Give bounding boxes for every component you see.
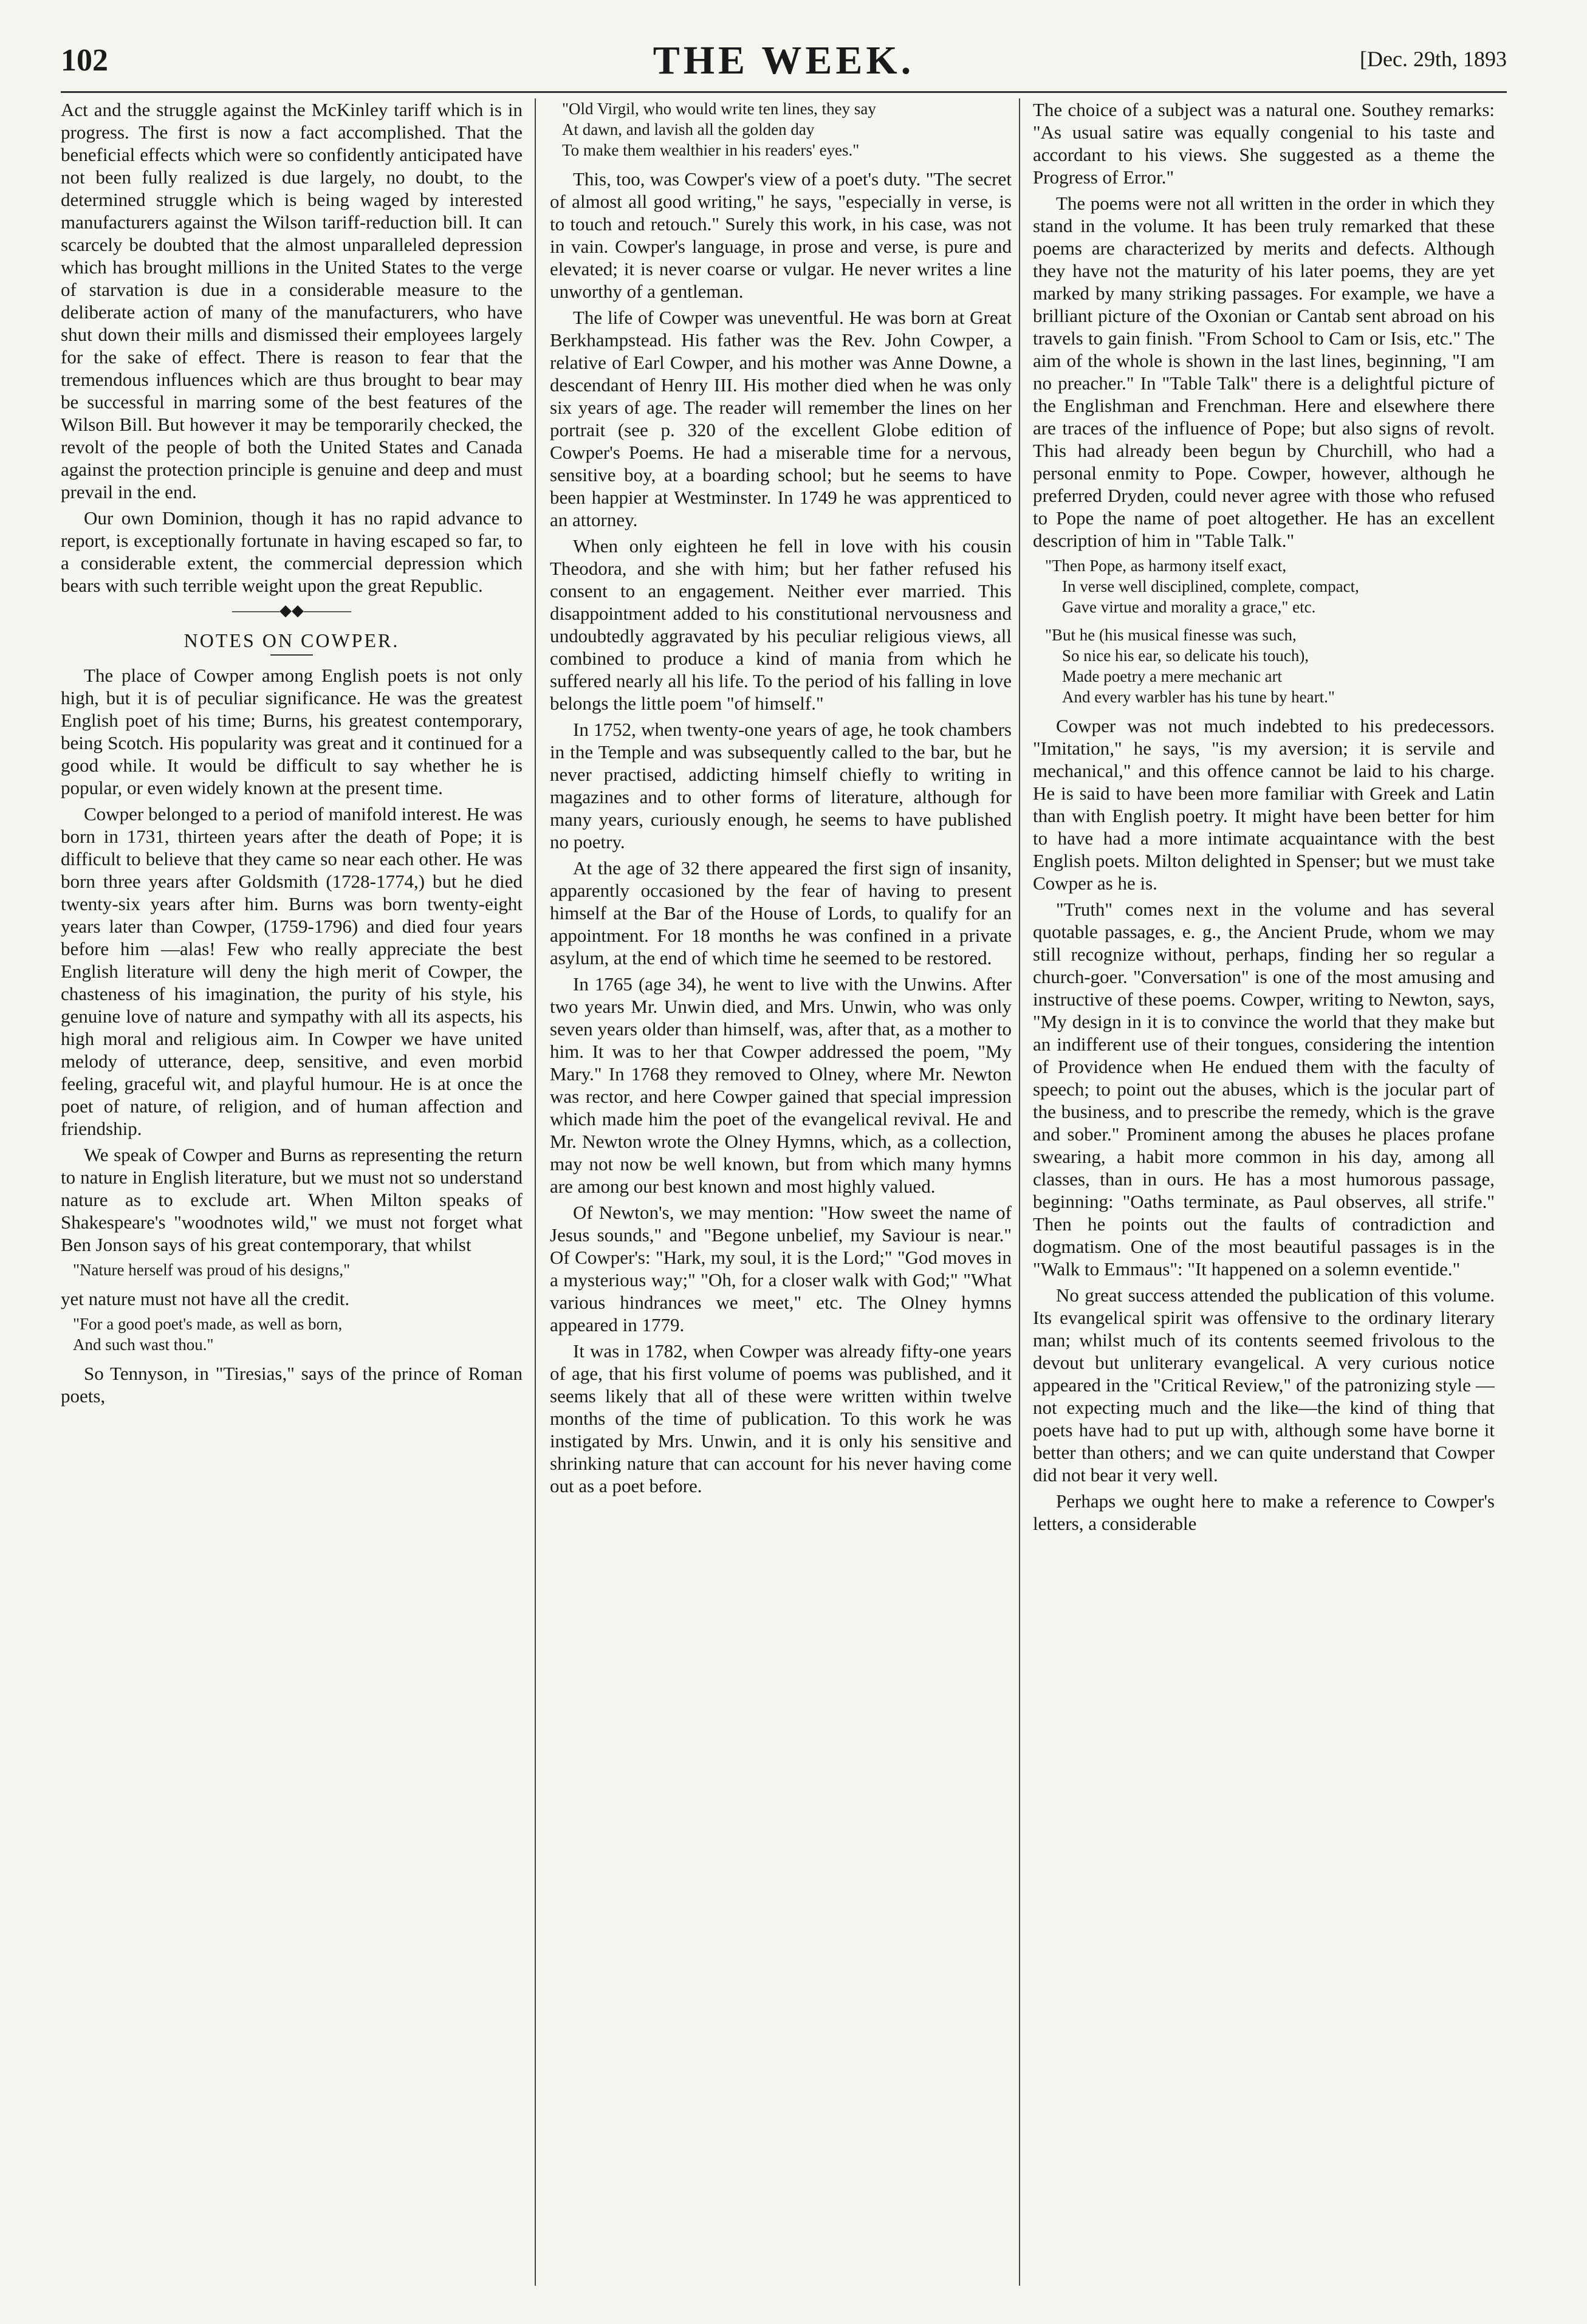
paragraph: The life of Cowper was uneventful. He was born at Great Berkhampstead. His father was the Rev. John Cowper, a relative of Earl Cowper, and his mother was Anne Downe, a descendant of Henry III. His mother died when he was only six years of age. The reader will remember the lines on her portrait (see p. 320 of the excellent Globe edition of Cowper's Poems. He had a miserable time for a nervous, sensitive boy, at a boarding school; but he seems to have been happier at Westminster. In 1749 he was apprenticed to an attorney. [550,307,1012,530]
quote-line: In verse well disciplined, complete, compact, [1062,577,1359,595]
quote-line: Gave virtue and morality a grace," etc. [1062,598,1316,616]
quote-line: "For a good poet's made, as well as born, [73,1315,343,1333]
quote-line: To make them wealthier in his readers' eyes." [562,141,860,159]
paragraph: Cowper was not much indebted to his predecessors. "Imitation," he says, "is my aversion; it is servile and mechanical," and this offence cannot be laid to his charge. He is said to have been more familiar with Greek and Latin than with English poetry. It might have been better for him to have had a more intimate acquaintance with the best English poets. Milton delighted in Spenser; but we must take Cowper as he is. [1033,715,1495,894]
column-divider [535,98,536,2286]
article-title: NOTES ON COWPER. [183,629,400,651]
page-header [61,38,1507,86]
paragraph: So Tennyson, in "Tiresias," says of the prince of Roman poets, [61,1363,523,1407]
paragraph: Act and the struggle against the McKinley tariff which is in progress. The first is now a fact accomplished. That the beneficial effects which were so confidently anticipated have not been fully realized is due largely, no doubt, to the determined struggle which is being waged by interested manufacturers against the Wilson tariff-reduction bill. It can scarcely be doubted that the almost unparalleled depression which has brought millions in the United States to the verge of starvation is due in a considerable measure to the deliberate action of many of the manufacturers, who have shut down their mills and dismissed their employees largely for the sake of effect. There is reason to fear that the tremendous influences which are thus brought to bear may be successful in marring some of the best features of the Wilson Bill. But however it may be temporarily checked, the revolt of the people of both the United States and Canada against the protection principle is genuine and deep and must prevail in the end. [61,99,523,502]
quotation [562,98,1012,160]
quotation [73,1260,523,1280]
column-1 [61,98,523,2298]
paragraph: Of Newton's, we may mention: "How sweet the name of Jesus sounds," and "Begone unbelief, my Saviour is near." Of Cowper's: "Hark, my soul, it is the Lord;" "God moves in a mysterious way;" "Oh, for a closer walk with God;" "What various hindrances we meet," etc. The Olney hymns appeared in 1779. [550,1202,1012,1335]
paragraph: In 1752, when twenty-one years of age, he took chambers in the Temple and was subsequently called to the bar, but he never practised, addicting himself chiefly to writing in magazines and to other forms of literature, although for many years, curiously enough, he seems to have published no poetry. [550,719,1012,852]
paragraph: In 1765 (age 34), he went to live with the Unwins. After two years Mr. Unwin died, and Mrs. Unwin, who was only seven years older than himself, was, after that, as a mother to him. It was to her that Cowper addressed the poem, "My Mary." In 1768 they removed to Olney, where Mr. Newton was rector, and here Cowper gained that special impression which made him the poet of the evangelical revival. He and Mr. Newton wrote the Olney Hymns, which, as a collection, may not now be well known, but from which many hymns are among our best known and most highly valued. [550,973,1012,1197]
quote-line: So nice his ear, so delicate his touch), [1062,646,1309,665]
title-rule [270,654,313,656]
paragraph: yet nature must not have all the credit. [61,1288,350,1309]
page-number: 102 [61,43,108,78]
quotation [1045,625,1495,707]
paragraph: Cowper belonged to a period of manifold interest. He was born in 1731, thirteen years after the death of Pope; it is difficult to believe that they came so near each other. He was born three years after Goldsmith (1728-1774,) but he died twenty-six years after him. Burns was born twenty-eight years later than Cowper, (1759-1796) and died four years before him —alas! Few who really appreciate the best English literature will deny the high merit of Cowper, the chasteness of his imagination, the purity of his style, his genuine love of nature and sympathy with all its aspects, his high moral and religious aim. In Cowper we have united melody of utterance, deep, sensitive, and even morbid feeling, graceful wit, and playful humour. He is at once the poet of nature, of religion, and of human affection and friendship. [61,803,523,1139]
header-rule [61,91,1507,93]
paragraph: No great success attended the publication of this volume. Its evangelical spirit was offensive to the ordinary literary man; whilst much of its contents seemed frivolous to the devout but unliterary evangelical. A very curious notice appeared in the "Critical Review," of the patronizing style —not expecting much and the like—the kind of thing that poets have had to put up with, although some have borne it better than others; and we can quite understand that Cowper did not bear it very well. [1033,1284,1495,1486]
quote-line: "But he (his musical finesse was such, [1045,626,1297,644]
quote-line: Made poetry a mere mechanic art [1062,667,1283,685]
issue-date: [Dec. 29th, 1893 [1360,47,1507,71]
section-ornament: ———◆◆——— [232,602,351,619]
paragraph: When only eighteen he fell in love with his cousin Theodora, and she with him; but her father refused his consent to an engagement. Neither ever married. This disappointment added to his constitutional nervousness and undoubtedly aggravated by his peculiar religious views, all combined to produce a kind of mania from which he suffered nearly all his life. To the period of his falling in love belongs the little poem "of himself." [550,535,1012,714]
quote-line: And such wast thou." [73,1335,214,1354]
paragraph: "Truth" comes next in the volume and has several quotable passages, e. g., the Ancient Prude, whom we may still recognize without, perhaps, finding her so regular a church-goer. "Conversation" is one of the most amusing and instructive of these poems. Cowper, writing to Newton, says, "My design in it is to convince the world that they make but an indifferent use of their tongues, considering the intention of Providence when He endued them with the faculty of speech; to point out the abuses, which is the jocular part of the business, and to prescribe the remedy, which is the grave and sober." Prominent among the abuses he places profane swearing, a habit more common in his day, among all classes, than in ours. He has a most humorous passage, beginning: "Oaths terminate, as Paul observes, all strife." Then he points out the faults of contradiction and dogmatism. One of the most beautiful passages is in the "Walk to Emmaus": "It happened on a solemn eventide." [1033,899,1495,1280]
quotation [1045,555,1495,617]
quotation [73,1314,523,1355]
quote-line: At dawn, and lavish all the golden day [562,120,815,139]
paragraph: We speak of Cowper and Burns as representing the return to nature in English literature, but we must not so understand nature as to exclude art. When Milton speaks of Shakespeare's "woodnotes wild," we must not forget what Ben Jonson says of his great contemporary, that whilst [61,1144,523,1255]
paragraph: Perhaps we ought here to make a reference to Cowper's letters, a considerable [1033,1490,1495,1534]
column-3 [1033,98,1495,2298]
paragraph: At the age of 32 there appeared the first sign of insanity, apparently occasioned by the fear of having to present himself at the Bar of the House of Lords, to qualify for an appointment. For 18 months he was confined in a private asylum, at the end of which time he seemed to be restored. [550,857,1012,968]
masthead-title: THE WEEK. [653,38,915,83]
paragraph: Our own Dominion, though it has no rapid advance to report, is exceptionally fortunate in having escaped so far, to a considerable extent, the commercial depression which bears with such terrible weight upon the great Republic. [61,507,523,596]
quote-line: "Nature herself was proud of his designs," [73,1261,351,1279]
quote-line: And every warbler has his tune by heart." [1062,688,1335,706]
paragraph: This, too, was Cowper's view of a poet's duty. "The secret of almost all good writing," he says, "especially in verse, is to touch and retouch." Surely this work, in his case, was not in vain. Cowper's language, in prose and verse, is pure and elevated; it is never coarse or vulgar. He never writes a line unworthy of a gentleman. [550,168,1012,302]
paragraph: The poems were not all written in the order in which they stand in the volume. It has been truly remarked that these poems are characterized by merits and defects. Although they have not the maturity of his later poems, they are yet marked by many striking passages. For example, we have a brilliant picture of the Oxonian or Cantab sent abroad on his travels to gain finish. "From School to Cam or Isis, etc." The aim of the whole is shown in the last lines, beginning, "I am no preacher." In "Table Talk" there is a delightful picture of the Englishman and Frenchman. Here and elsewhere there are traces of the influence of Pope; but also signs of revolt. This had already been begun by Churchill, who had a personal enmity to Pope. Cowper, however, although he preferred Dryden, could never agree with those who refused to Pope the name of poet altogether. He has an excellent description of him in "Table Talk." [1033,193,1495,551]
column-2 [550,98,1012,2298]
paragraph: It was in 1782, when Cowper was already fifty-one years of age, that his first volume of poems was published, and it seems likely that all of these were written within twelve months of the time of publication. To this work he was instigated by Mrs. Unwin, and it is only his sensitive and shrinking nature that can account for his never having come out as a poet before. [550,1340,1012,1496]
paragraph: The choice of a subject was a natural one. Southey remarks: "As usual satire was equally congenial to his taste and accordant to his views. She suggested as a theme the Progress of Error." [1033,99,1495,188]
column-divider [1019,98,1020,2286]
quote-line: "Then Pope, as harmony itself exact, [1045,557,1287,575]
quote-line: "Old Virgil, who would write ten lines, they say [562,100,876,118]
paragraph: The place of Cowper among English poets is not only high, but it is of peculiar significance. He was the greatest English poet of his time; Burns, his greatest contemporary, being Scotch. His popularity was great and it continued for a good while. It would be difficult to say whether he is popular, or even widely known at the present time. [61,665,523,798]
